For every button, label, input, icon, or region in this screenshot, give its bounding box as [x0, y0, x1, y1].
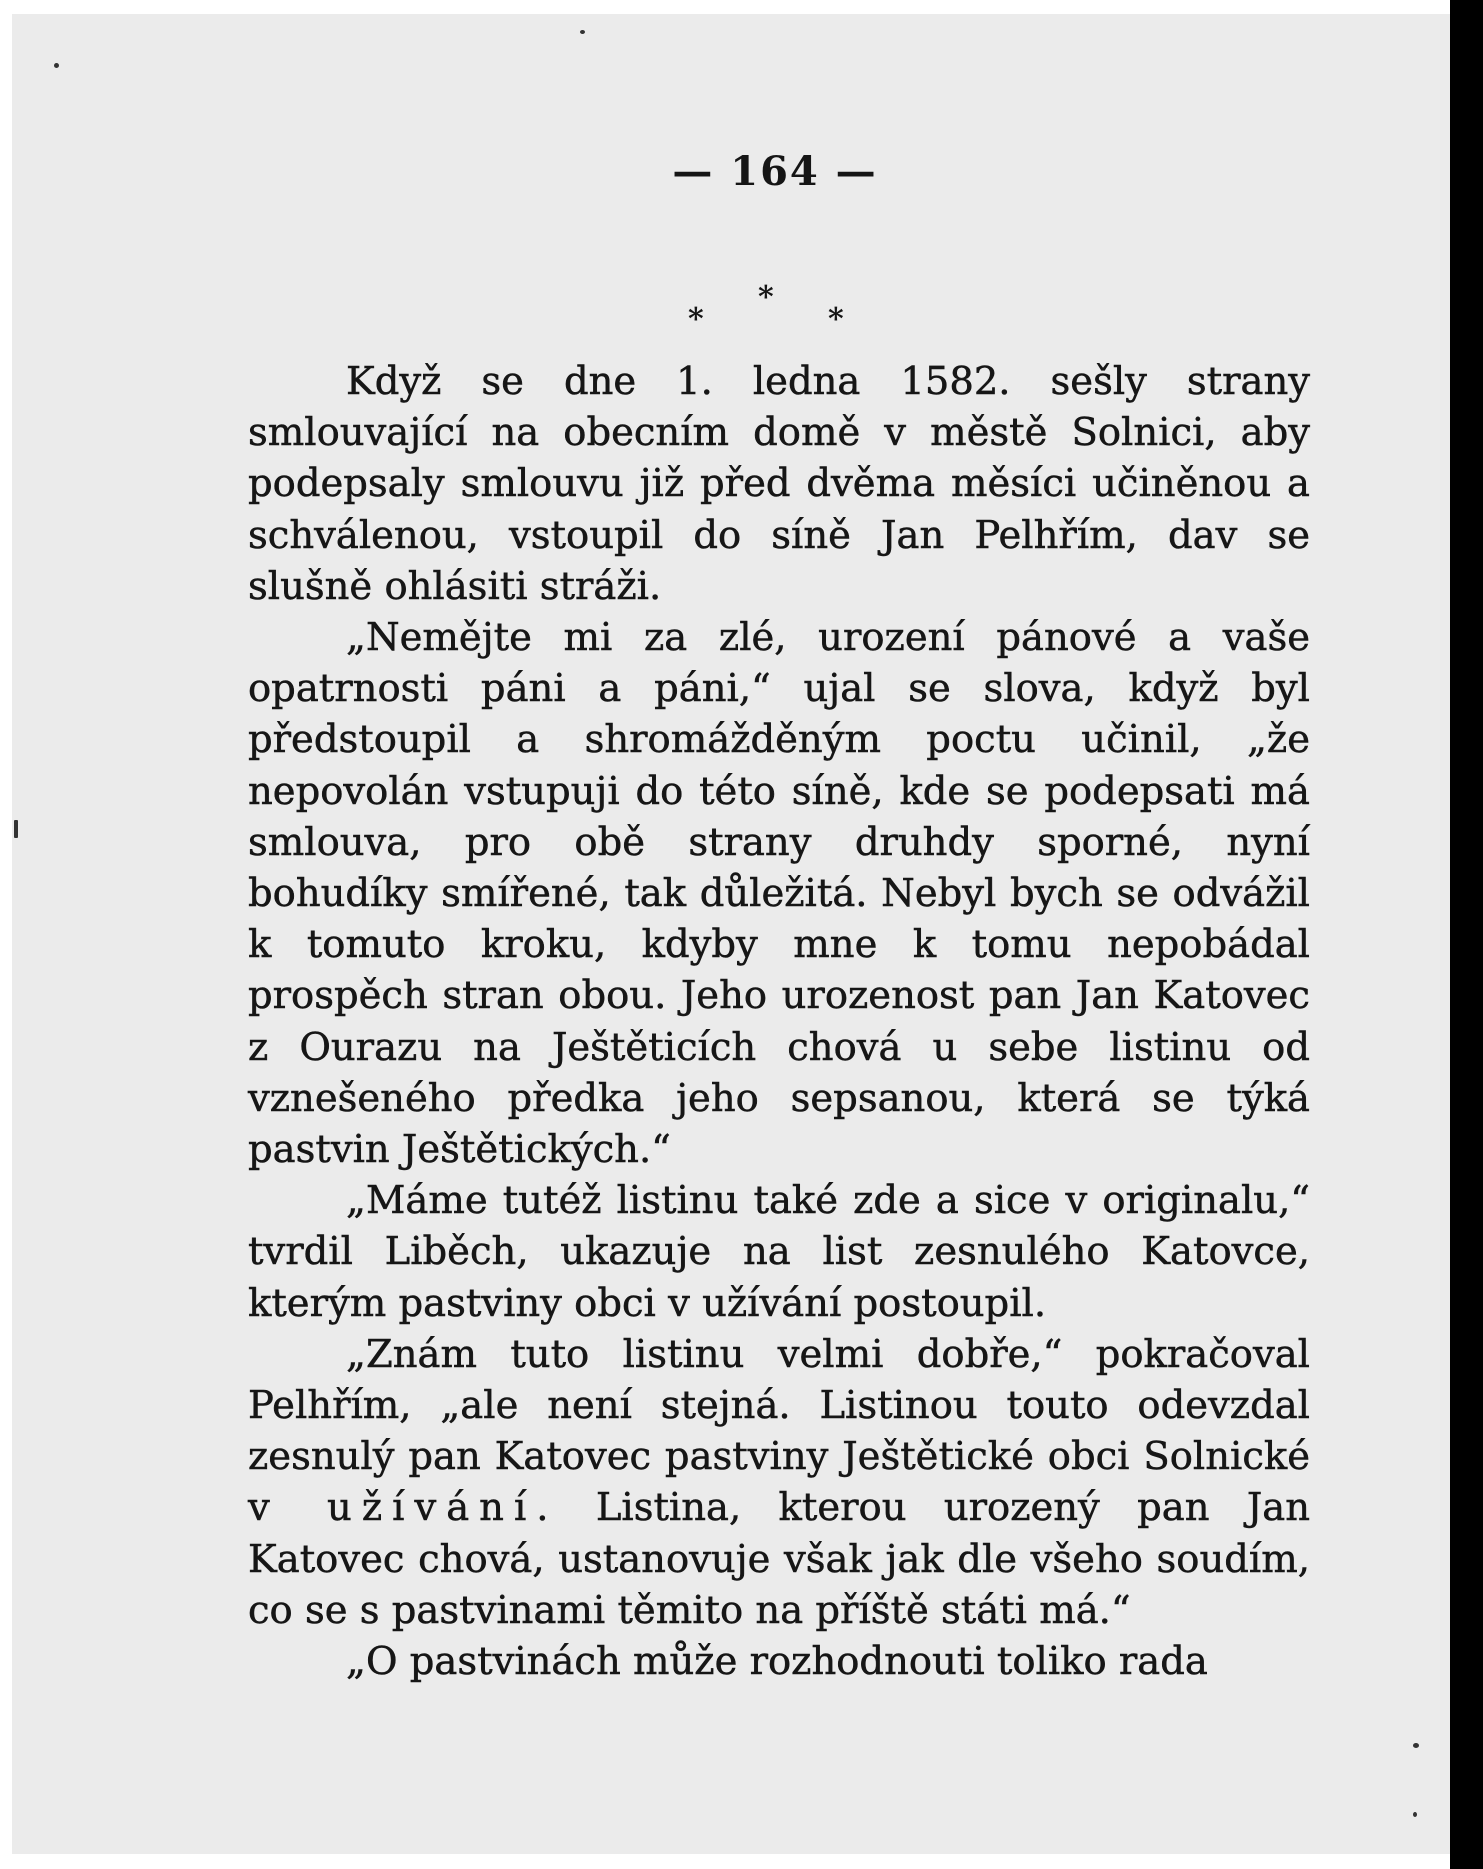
paragraph — [248, 1329, 1310, 1636]
paragraph-text: „Nemějte mi za zlé, urození pánové a vaše opatrnosti páni a páni,“ ujal se slova, když byl předstoupil a shromážděným poctu učinil, „že nepovolán vstupuji do této síně, kde se podepsati má smlouva, pro obě strany druhdy sporné, nyní bohudíky smířené, tak důležitá. Nebyl bych se odvážil k tomuto kroku, kdyby mne k tomu nepobádal prospěch stran obou. Jeho urozenost pan Jan Katovec z Ourazu na Ještěticích chová u sebe listinu od vznešeného předka jeho sepsanou, která se týká pastvin Ještětických.“ — [248, 615, 1310, 1173]
paragraph — [248, 356, 1310, 612]
scan-border-bottom — [0, 1854, 1450, 1869]
paragraph-text: Když se dne 1. ledna 1582. sešly strany smlouvající na obecním domě v městě Solnici, aby podepsaly smlouvu již před dvěma měsíci učiněnou a schválenou, vstoupil do síně Jan Pelhřím, dav se slušně ohlásiti stráži. — [248, 359, 1310, 609]
paragraph-text: Listina, kterou urozený pan Jan Katovec chová, ustanovuje však jak dle všeho soudím, co se s pastvinami těmito na příště státi má.“ — [248, 1485, 1310, 1633]
body-text — [248, 356, 1310, 1687]
paragraph — [248, 1175, 1310, 1329]
asterisk: * — [758, 280, 774, 315]
section-break-asterism — [688, 280, 868, 340]
dust-speck — [1413, 1812, 1417, 1817]
emphasized-text: v užívání. — [248, 1485, 559, 1531]
dust-speck — [1413, 1743, 1419, 1748]
scan-border-left — [0, 0, 12, 1869]
scan-border-top — [0, 0, 1450, 14]
paragraph — [248, 612, 1310, 1175]
dust-speck — [14, 820, 18, 838]
paragraph-text: „Znám tuto listinu velmi dobře,“ pokračoval Pelhřím, „ale není stejná. Listinou touto odevzdal zesnulý pan Katovec pastviny Ještětické obci Solnické — [248, 1331, 1310, 1480]
dust-speck — [54, 63, 59, 68]
asterisk: * — [828, 302, 844, 337]
paragraph — [248, 1636, 1310, 1687]
asterisk: * — [688, 302, 704, 337]
paragraph-text: „Máme tutéž listinu také zde a sice v originalu,“ tvrdil Liběch, ukazuje na list zesnulého Katovce, kterým pastviny obci v užívání postoupil. — [248, 1178, 1310, 1326]
paragraph-text: „O pastvinách může rozhodnouti toliko rada — [346, 1639, 1208, 1685]
dust-speck — [580, 30, 585, 34]
page-number: — 164 — — [672, 148, 878, 195]
